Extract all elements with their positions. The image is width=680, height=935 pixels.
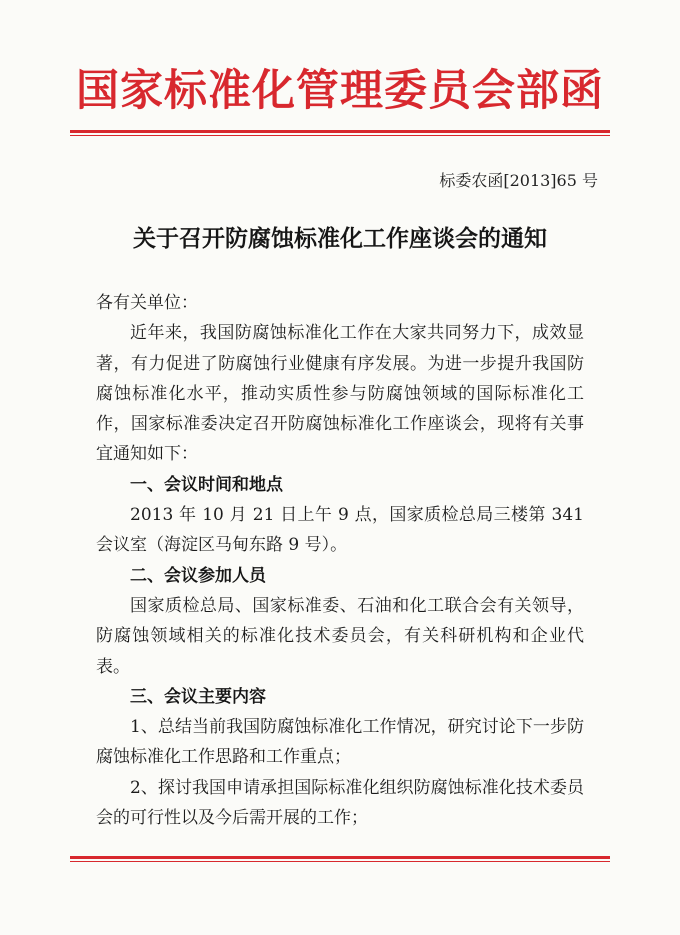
red-divider-top-thick [70,130,610,133]
document-body [96,288,584,833]
red-divider-bottom-thick [70,856,610,859]
red-divider-bottom-thin [70,861,610,862]
section-heading-attendees: 二、会议参加人员 [130,565,266,586]
section-heading-time-place: 一、会议时间和地点 [130,474,283,495]
salutation: 各有关单位： [96,293,198,313]
section-text-attendees: 国家质检总局、国家标准委、石油和化工联合会有关领导，防腐蚀领域相关的标准化技术委员会，有关科研机构和企业代表。 [96,595,584,677]
section-heading-content: 三、会议主要内容 [130,686,266,707]
content-item-2: 2、探讨我国申请承担国际标准化组织防腐蚀标准化技术委员会的可行性以及今后需开展的工作； [96,777,584,829]
red-divider-top-thin [70,135,610,136]
section-text-time-place: 2013 年 10 月 21 日上午 9 点，国家质检总局三楼第 341 会议室（海淀区马甸东路 9 号）。 [96,505,584,556]
intro-paragraph: 近年来，我国防腐蚀标准化工作在大家共同努力下，成效显著，有力促进了防腐蚀行业健康有序发展。为进一步提升我国防腐蚀标准化水平，推动实质性参与防腐蚀领域的国际标准化工作，国家标准委决定召开防腐蚀标准化工作座谈会，现将有关事宜通知如下： [96,323,584,465]
document-number: 标委农函[2013]65 号 [439,171,598,190]
content-item-1: 1、总结当前我国防腐蚀标准化工作情况，研究讨论下一步防腐蚀标准化工作思路和工作重点； [96,717,584,768]
letterhead-title: 国家标准化管理委员会部函 [76,66,604,116]
document-title: 关于召开防腐蚀标准化工作座谈会的通知 [133,225,547,252]
